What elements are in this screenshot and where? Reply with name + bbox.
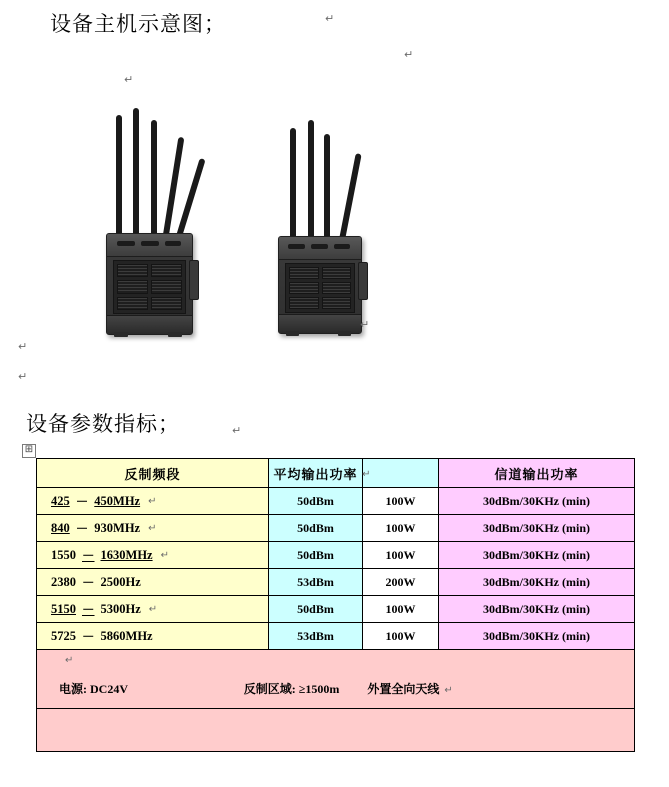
side-handle: [189, 260, 199, 300]
antenna: [338, 153, 362, 245]
paragraph-mark: ↵: [148, 603, 158, 615]
table-move-handle[interactable]: ⊞: [22, 444, 36, 458]
antenna: [151, 120, 157, 240]
cell-channel-power: 30dBm/30KHz (min): [439, 515, 635, 542]
header-label-frequency: 反制频段: [124, 466, 181, 482]
header-cell-average-power-value: [363, 459, 439, 488]
paragraph-mark: ↵: [160, 549, 169, 561]
top-plate: [279, 237, 361, 260]
foot: [168, 332, 182, 337]
grille-cell: [322, 282, 352, 294]
table-footer-row-empty: [37, 709, 635, 752]
cell-channel-power: 30dBm/30KHz (min): [439, 542, 635, 569]
grille-cell: [117, 297, 148, 310]
cell-frequency: [37, 515, 269, 542]
cell-channel-power: 30dBm/30KHz (min): [439, 596, 635, 623]
freq-dash: －: [82, 576, 95, 590]
table-row: [37, 542, 635, 569]
grille-cell: [322, 267, 352, 279]
antenna: [290, 128, 296, 243]
paragraph-mark: ↵: [18, 340, 28, 353]
freq-end: 930MHz: [94, 520, 141, 535]
freq-end: 5860MHz: [100, 628, 153, 643]
cell-channel-power: 30dBm/30KHz (min): [439, 569, 635, 596]
freq-end: 5300Hz: [100, 601, 141, 616]
footer-power-label: 电源: DC24V: [59, 682, 128, 696]
cell-output-power: 200W: [363, 569, 439, 596]
vent-slot: [165, 241, 181, 246]
paragraph-mark: ↵: [404, 48, 414, 61]
table-header-row: [37, 459, 635, 488]
foot: [286, 331, 299, 336]
antenna: [308, 120, 314, 243]
freq-start: 2380: [51, 574, 76, 589]
top-plate: [107, 234, 192, 257]
cell-frequency: [37, 488, 269, 515]
grille-cell: [289, 282, 319, 294]
freq-start: 1550: [51, 547, 76, 562]
vent-slot: [334, 244, 350, 249]
header-label-channel-power: 信道输出功率: [494, 466, 579, 482]
grille-cell: [289, 267, 319, 279]
foot: [114, 332, 128, 337]
paragraph-mark: ↵: [18, 370, 28, 383]
amplifier-grille: [113, 260, 186, 314]
paragraph-mark: ↵: [148, 495, 157, 507]
freq-start: 5150: [51, 601, 76, 616]
cell-frequency: [37, 623, 269, 650]
paragraph-mark: ↵: [232, 424, 242, 437]
freq-end: 2500Hz: [100, 574, 141, 589]
side-handle: [358, 262, 368, 300]
table-row: [37, 596, 635, 623]
paragraph-mark: ↵: [124, 73, 134, 86]
amplifier-grille: [285, 263, 355, 313]
header-cell-average-power: [269, 459, 372, 488]
cell-output-power: 100W: [363, 488, 439, 515]
freq-dash: －: [82, 630, 95, 644]
foot: [338, 331, 351, 336]
grille-cell: [289, 297, 319, 309]
table-row: [37, 623, 635, 650]
spec-table: [36, 458, 635, 752]
table-body: [37, 488, 635, 752]
paragraph-mark: ↵: [148, 522, 157, 534]
jammer-unit-right: [270, 110, 375, 335]
antenna: [324, 134, 330, 244]
vent-slot: [288, 244, 305, 249]
grille-cell: [117, 264, 148, 277]
vent-slot: [311, 244, 328, 249]
freq-end: 1630MHz: [100, 547, 153, 562]
grille-cell: [151, 264, 182, 277]
cell-footer-empty: [37, 709, 635, 752]
paragraph-mark: ↵: [325, 12, 335, 25]
paragraph-mark: ↵: [360, 318, 370, 331]
header-label-average-power: 平均输出功率: [273, 466, 358, 482]
chassis: [278, 236, 362, 334]
cell-frequency: [37, 569, 269, 596]
cell-average-power: 53dBm: [269, 623, 363, 650]
freq-dash: －: [75, 495, 89, 509]
table-row: [37, 488, 635, 515]
antenna: [116, 115, 122, 240]
footer-area-label: 反制区域: ≥1500m: [243, 682, 340, 696]
grille-cell: [117, 280, 148, 293]
freq-start: 425: [51, 493, 70, 508]
paragraph-mark: ↵: [444, 685, 453, 696]
cell-average-power: 50dBm: [269, 488, 363, 515]
freq-end: 450MHz: [94, 493, 141, 508]
chassis: [106, 233, 193, 335]
cell-average-power: 50dBm: [269, 542, 363, 569]
vent-slot: [141, 241, 159, 246]
cell-average-power: 50dBm: [269, 596, 363, 623]
jammer-unit-left: [100, 100, 210, 335]
cell-average-power: 53dBm: [269, 569, 363, 596]
vent-slot: [117, 241, 135, 246]
cell-channel-power: 30dBm/30KHz (min): [439, 623, 635, 650]
cell-channel-power: 30dBm/30KHz (min): [439, 488, 635, 515]
grille-cell: [151, 297, 182, 310]
freq-start: 840: [51, 520, 70, 535]
freq-start: 5725: [51, 628, 76, 643]
table-footer-row: [37, 650, 635, 709]
grille-cell: [322, 297, 352, 309]
cell-frequency: [37, 542, 269, 569]
paragraph-mark: ↵: [362, 468, 372, 480]
antenna: [133, 108, 139, 240]
cell-output-power: 100W: [363, 542, 439, 569]
footer-antenna-label: 外置全向天线: [367, 682, 440, 696]
freq-dash: －: [82, 549, 95, 563]
spec-table-wrapper: [36, 458, 634, 752]
header-cell-frequency: [37, 459, 269, 488]
cell-frequency: [37, 596, 269, 623]
header-cell-channel-power: [439, 459, 635, 488]
paragraph-mark: ↵: [65, 655, 74, 666]
grille-cell: [151, 280, 182, 293]
table-row: [37, 515, 635, 542]
freq-dash: －: [75, 522, 89, 536]
cell-output-power: 100W: [363, 596, 439, 623]
section-title-parameters: 设备参数指标；: [26, 412, 180, 436]
cell-average-power: 50dBm: [269, 515, 363, 542]
table-row: [37, 569, 635, 596]
cell-output-power: 100W: [363, 515, 439, 542]
freq-dash: －: [82, 603, 95, 617]
page-title: 设备主机示意图；: [50, 12, 226, 36]
cell-footer-summary: [37, 650, 635, 709]
cell-output-power: 100W: [363, 623, 439, 650]
